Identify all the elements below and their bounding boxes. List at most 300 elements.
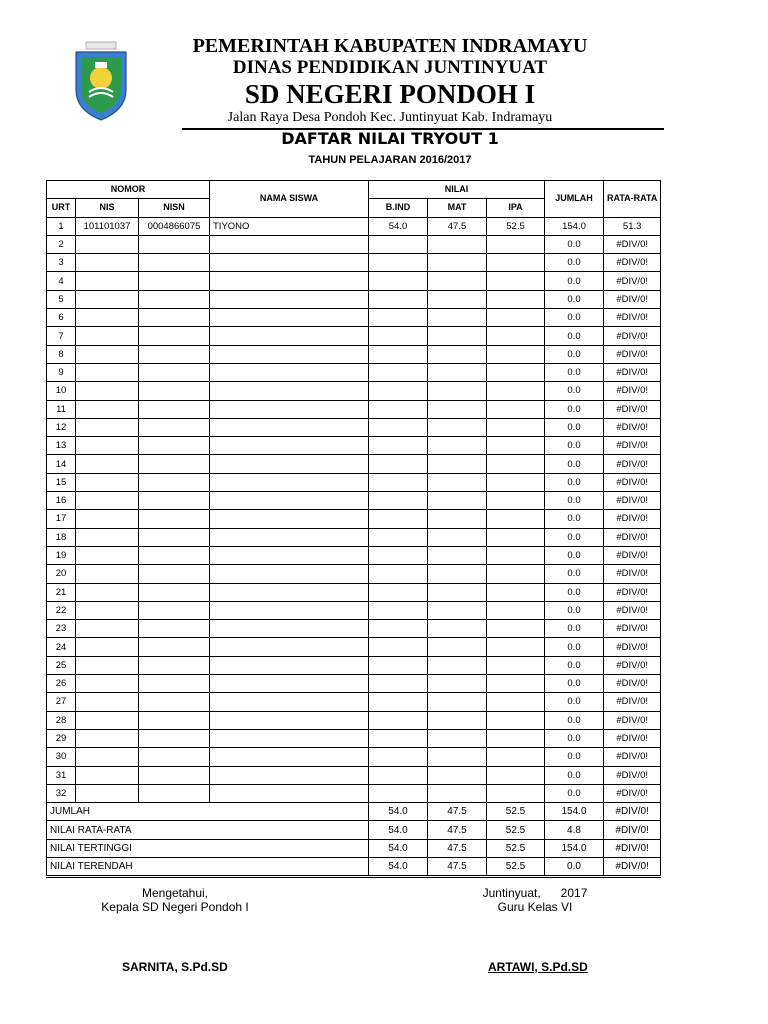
nama-siswa-cell: TIYONO — [210, 217, 369, 235]
jumlah-cell: 0.0 — [545, 601, 604, 619]
summary-mat-cell: 47.5 — [428, 803, 487, 821]
urt-cell: 1 — [47, 217, 76, 235]
bind-cell — [369, 272, 428, 290]
urt-cell: 6 — [47, 309, 76, 327]
nama-siswa-cell — [210, 272, 369, 290]
mat-cell — [428, 565, 487, 583]
rata-rata-cell: #DIV/0! — [604, 528, 661, 546]
rata-rata-cell: #DIV/0! — [604, 363, 661, 381]
summary-mat-cell: 47.5 — [428, 839, 487, 857]
nisn-cell — [139, 510, 210, 528]
mat-cell — [428, 620, 487, 638]
rata-rata-cell: #DIV/0! — [604, 455, 661, 473]
jumlah-cell: 0.0 — [545, 766, 604, 784]
nisn-cell — [139, 766, 210, 784]
jumlah-cell: 0.0 — [545, 290, 604, 308]
nisn-cell — [139, 363, 210, 381]
nis-cell — [76, 309, 139, 327]
summary-label: NILAI TERTINGGI — [47, 839, 369, 857]
rata-rata-cell: #DIV/0! — [604, 693, 661, 711]
mat-cell — [428, 638, 487, 656]
mat-cell — [428, 345, 487, 363]
jumlah-cell: 0.0 — [545, 748, 604, 766]
summary-bind-cell: 54.0 — [369, 821, 428, 839]
urt-cell: 26 — [47, 675, 76, 693]
jumlah-cell: 0.0 — [545, 345, 604, 363]
rata-rata-cell: #DIV/0! — [604, 565, 661, 583]
rata-rata-cell: #DIV/0! — [604, 327, 661, 345]
nisn-cell — [139, 455, 210, 473]
summary-row — [47, 803, 661, 821]
mat-cell: 47.5 — [428, 217, 487, 235]
bind-cell — [369, 784, 428, 802]
ipa-cell — [487, 675, 545, 693]
nis-cell — [76, 272, 139, 290]
urt-cell: 10 — [47, 382, 76, 400]
table-row — [47, 272, 661, 290]
ipa-cell — [487, 309, 545, 327]
ipa-cell — [487, 327, 545, 345]
mat-cell — [428, 656, 487, 674]
urt-cell: 15 — [47, 473, 76, 491]
nisn-cell — [139, 528, 210, 546]
jumlah-cell: 0.0 — [545, 565, 604, 583]
summary-label: JUMLAH — [47, 803, 369, 821]
ipa-cell — [487, 784, 545, 802]
nis-cell — [76, 766, 139, 784]
table-row — [47, 711, 661, 729]
table-row — [47, 601, 661, 619]
nis-cell — [76, 400, 139, 418]
nis-cell — [76, 693, 139, 711]
nama-siswa-cell — [210, 327, 369, 345]
bind-cell — [369, 510, 428, 528]
nis-cell — [76, 437, 139, 455]
ipa-cell — [487, 473, 545, 491]
urt-cell: 25 — [47, 656, 76, 674]
date-block — [470, 886, 600, 914]
nama-siswa-cell — [210, 601, 369, 619]
bind-cell — [369, 473, 428, 491]
nis-cell — [76, 510, 139, 528]
ipa-cell — [487, 363, 545, 381]
nis-cell — [76, 748, 139, 766]
rata-rata-cell: #DIV/0! — [604, 748, 661, 766]
bind-cell — [369, 290, 428, 308]
nis-cell — [76, 565, 139, 583]
place-date: Juntinyuat, 2017 — [482, 886, 588, 900]
bind-cell — [369, 254, 428, 272]
rata-rata-cell: #DIV/0! — [604, 638, 661, 656]
nis-cell — [76, 583, 139, 601]
table-row — [47, 217, 661, 235]
nis-cell — [76, 729, 139, 747]
table-row — [47, 565, 661, 583]
jumlah-cell: 0.0 — [545, 711, 604, 729]
urt-cell: 7 — [47, 327, 76, 345]
urt-cell: 21 — [47, 583, 76, 601]
bind-cell — [369, 418, 428, 436]
summary-jumlah-cell: 154.0 — [545, 839, 604, 857]
ipa-cell — [487, 492, 545, 510]
ipa-cell — [487, 254, 545, 272]
rata-rata-cell: #DIV/0! — [604, 546, 661, 564]
urt-cell: 24 — [47, 638, 76, 656]
bind-cell — [369, 492, 428, 510]
nisn-cell — [139, 437, 210, 455]
nama-siswa-cell — [210, 382, 369, 400]
bind-cell — [369, 345, 428, 363]
rata-rata-cell: #DIV/0! — [604, 254, 661, 272]
nisn-cell — [139, 235, 210, 253]
bind-cell — [369, 601, 428, 619]
rata-rata-cell: #DIV/0! — [604, 510, 661, 528]
ipa-cell — [487, 546, 545, 564]
ipa-cell — [487, 638, 545, 656]
mat-cell — [428, 400, 487, 418]
urt-cell: 14 — [47, 455, 76, 473]
ipa-cell — [487, 235, 545, 253]
nama-siswa-cell — [210, 693, 369, 711]
table-row — [47, 784, 661, 802]
mat-cell — [428, 675, 487, 693]
jumlah-cell: 0.0 — [545, 363, 604, 381]
urt-cell: 9 — [47, 363, 76, 381]
jumlah-cell: 0.0 — [545, 254, 604, 272]
nis-cell — [76, 528, 139, 546]
urt-cell: 5 — [47, 290, 76, 308]
nama-siswa-cell — [210, 235, 369, 253]
bind-cell — [369, 565, 428, 583]
urt-cell: 20 — [47, 565, 76, 583]
mat-cell — [428, 254, 487, 272]
header-nilai: NILAI — [369, 181, 545, 199]
nisn-cell — [139, 473, 210, 491]
table-row — [47, 528, 661, 546]
nama-siswa-cell — [210, 784, 369, 802]
jumlah-cell: 154.0 — [545, 217, 604, 235]
mat-cell — [428, 510, 487, 528]
urt-cell: 17 — [47, 510, 76, 528]
ipa-cell — [487, 437, 545, 455]
nis-cell — [76, 345, 139, 363]
jumlah-cell: 0.0 — [545, 620, 604, 638]
summary-rata-cell: #DIV/0! — [604, 803, 661, 821]
table-row — [47, 437, 661, 455]
nisn-cell — [139, 309, 210, 327]
mat-cell — [428, 290, 487, 308]
nisn-cell — [139, 272, 210, 290]
nis-cell — [76, 254, 139, 272]
table-row — [47, 766, 661, 784]
urt-cell: 28 — [47, 711, 76, 729]
mat-cell — [428, 418, 487, 436]
nis-cell — [76, 546, 139, 564]
nisn-cell — [139, 675, 210, 693]
rata-rata-cell: #DIV/0! — [604, 272, 661, 290]
summary-label: NILAI RATA-RATA — [47, 821, 369, 839]
summary-row — [47, 821, 661, 839]
summary-ipa-cell: 52.5 — [487, 839, 545, 857]
bind-cell — [369, 583, 428, 601]
header-ipa: IPA — [487, 199, 545, 217]
nama-siswa-cell — [210, 565, 369, 583]
nama-siswa-cell — [210, 620, 369, 638]
rata-rata-cell: #DIV/0! — [604, 473, 661, 491]
nisn-cell — [139, 656, 210, 674]
urt-cell: 23 — [47, 620, 76, 638]
jumlah-cell: 0.0 — [545, 327, 604, 345]
table-row — [47, 748, 661, 766]
nama-siswa-cell — [210, 729, 369, 747]
nis-cell — [76, 473, 139, 491]
bind-cell — [369, 528, 428, 546]
nis-cell — [76, 638, 139, 656]
mat-cell — [428, 546, 487, 564]
ipa-cell: 52.5 — [487, 217, 545, 235]
nisn-cell — [139, 693, 210, 711]
table-row — [47, 309, 661, 327]
nama-siswa-cell — [210, 492, 369, 510]
mat-cell — [428, 601, 487, 619]
bind-cell — [369, 400, 428, 418]
mat-cell — [428, 473, 487, 491]
teacher-signature-name: ARTAWI, S.Pd.SD — [488, 960, 588, 974]
nisn-cell — [139, 382, 210, 400]
mat-cell — [428, 309, 487, 327]
jumlah-cell: 0.0 — [545, 528, 604, 546]
mat-cell — [428, 492, 487, 510]
jumlah-cell: 0.0 — [545, 473, 604, 491]
mat-cell — [428, 784, 487, 802]
jumlah-cell: 0.0 — [545, 455, 604, 473]
nis-cell — [76, 290, 139, 308]
rata-rata-cell: #DIV/0! — [604, 437, 661, 455]
table-row — [47, 290, 661, 308]
header-nis: NIS — [76, 199, 139, 217]
summary-rata-cell: #DIV/0! — [604, 821, 661, 839]
ipa-cell — [487, 601, 545, 619]
bind-cell — [369, 693, 428, 711]
urt-cell: 12 — [47, 418, 76, 436]
summary-row — [47, 839, 661, 857]
header-bind: B.IND — [369, 199, 428, 217]
bind-cell — [369, 656, 428, 674]
header-rata-rata: RATA-RATA — [604, 181, 661, 218]
regency-emblem-logo — [72, 40, 130, 122]
summary-mat-cell: 47.5 — [428, 857, 487, 876]
ipa-cell — [487, 345, 545, 363]
mat-cell — [428, 437, 487, 455]
summary-jumlah-cell: 4.8 — [545, 821, 604, 839]
bind-cell — [369, 620, 428, 638]
nama-siswa-cell — [210, 473, 369, 491]
summary-bind-cell: 54.0 — [369, 839, 428, 857]
jumlah-cell: 0.0 — [545, 675, 604, 693]
nama-siswa-cell — [210, 510, 369, 528]
nisn-cell — [139, 711, 210, 729]
nama-siswa-cell — [210, 345, 369, 363]
ipa-cell — [487, 382, 545, 400]
nis-cell: 101101037 — [76, 217, 139, 235]
nama-siswa-cell — [210, 400, 369, 418]
header-nama-siswa: NAMA SISWA — [210, 181, 369, 218]
nis-cell — [76, 382, 139, 400]
grades-table — [46, 180, 661, 878]
mat-cell — [428, 528, 487, 546]
ipa-cell — [487, 583, 545, 601]
jumlah-cell: 0.0 — [545, 583, 604, 601]
nama-siswa-cell — [210, 363, 369, 381]
nisn-cell — [139, 748, 210, 766]
nisn-cell — [139, 784, 210, 802]
summary-mat-cell: 47.5 — [428, 821, 487, 839]
urt-cell: 16 — [47, 492, 76, 510]
table-row — [47, 345, 661, 363]
summary-ipa-cell: 52.5 — [487, 803, 545, 821]
nisn-cell — [139, 638, 210, 656]
jumlah-cell: 0.0 — [545, 309, 604, 327]
urt-cell: 31 — [47, 766, 76, 784]
rata-rata-cell: 51.3 — [604, 217, 661, 235]
nis-cell — [76, 601, 139, 619]
table-row — [47, 620, 661, 638]
header-jumlah: JUMLAH — [545, 181, 604, 218]
ipa-cell — [487, 729, 545, 747]
ipa-cell — [487, 455, 545, 473]
nisn-cell — [139, 620, 210, 638]
jumlah-cell: 0.0 — [545, 235, 604, 253]
ipa-cell — [487, 418, 545, 436]
urt-cell: 30 — [47, 748, 76, 766]
bind-cell — [369, 309, 428, 327]
mat-cell — [428, 382, 487, 400]
nis-cell — [76, 235, 139, 253]
rata-rata-cell: #DIV/0! — [604, 729, 661, 747]
ipa-cell — [487, 748, 545, 766]
jumlah-cell: 0.0 — [545, 382, 604, 400]
header-nisn: NISN — [139, 199, 210, 217]
nis-cell — [76, 492, 139, 510]
bind-cell — [369, 327, 428, 345]
summary-ipa-cell: 52.5 — [487, 857, 545, 876]
summary-jumlah-cell: 154.0 — [545, 803, 604, 821]
ipa-cell — [487, 400, 545, 418]
nama-siswa-cell — [210, 437, 369, 455]
jumlah-cell: 0.0 — [545, 492, 604, 510]
nisn-cell — [139, 583, 210, 601]
rata-rata-cell: #DIV/0! — [604, 601, 661, 619]
urt-cell: 3 — [47, 254, 76, 272]
rata-rata-cell: #DIV/0! — [604, 235, 661, 253]
ipa-cell — [487, 565, 545, 583]
table-row — [47, 510, 661, 528]
urt-cell: 13 — [47, 437, 76, 455]
nisn-cell — [139, 565, 210, 583]
nama-siswa-cell — [210, 254, 369, 272]
nisn-cell — [139, 400, 210, 418]
table-row — [47, 382, 661, 400]
nis-cell — [76, 363, 139, 381]
table-row — [47, 400, 661, 418]
urt-cell: 29 — [47, 729, 76, 747]
approval-block — [90, 886, 260, 914]
mat-cell — [428, 748, 487, 766]
urt-cell: 18 — [47, 528, 76, 546]
summary-bind-cell: 54.0 — [369, 857, 428, 876]
ipa-cell — [487, 510, 545, 528]
table-row — [47, 418, 661, 436]
mat-cell — [428, 327, 487, 345]
mat-cell — [428, 729, 487, 747]
nama-siswa-cell — [210, 656, 369, 674]
summary-rata-cell: #DIV/0! — [604, 839, 661, 857]
approval-label: Mengetahui, — [141, 886, 209, 900]
mat-cell — [428, 693, 487, 711]
nama-siswa-cell — [210, 711, 369, 729]
summary-bind-cell: 54.0 — [369, 803, 428, 821]
nisn-cell — [139, 254, 210, 272]
summary-label: NILAI TERENDAH — [47, 857, 369, 876]
urt-cell: 27 — [47, 693, 76, 711]
urt-cell: 11 — [47, 400, 76, 418]
nisn-cell: 0004866075 — [139, 217, 210, 235]
bind-cell — [369, 675, 428, 693]
jumlah-cell: 0.0 — [545, 272, 604, 290]
rata-rata-cell: #DIV/0! — [604, 400, 661, 418]
nisn-cell — [139, 729, 210, 747]
nama-siswa-cell — [210, 583, 369, 601]
table-row — [47, 492, 661, 510]
nisn-cell — [139, 546, 210, 564]
nama-siswa-cell — [210, 766, 369, 784]
urt-cell: 4 — [47, 272, 76, 290]
table-row — [47, 235, 661, 253]
ipa-cell — [487, 620, 545, 638]
nama-siswa-cell — [210, 418, 369, 436]
nis-cell — [76, 784, 139, 802]
urt-cell: 32 — [47, 784, 76, 802]
jumlah-cell: 0.0 — [545, 437, 604, 455]
rata-rata-cell: #DIV/0! — [604, 675, 661, 693]
table-row — [47, 729, 661, 747]
rata-rata-cell: #DIV/0! — [604, 492, 661, 510]
jumlah-cell: 0.0 — [545, 546, 604, 564]
ipa-cell — [487, 528, 545, 546]
document-subtitle: TAHUN PELAJARAN 2016/2017 — [308, 154, 472, 166]
table-row — [47, 363, 661, 381]
urt-cell: 19 — [47, 546, 76, 564]
nama-siswa-cell — [210, 455, 369, 473]
summary-rows — [47, 803, 661, 877]
table-row — [47, 473, 661, 491]
rata-rata-cell: #DIV/0! — [604, 784, 661, 802]
school-name: SD NEGERI PONDOH I — [244, 79, 536, 109]
bind-cell — [369, 546, 428, 564]
principal-signature-name: SARNITA, S.Pd.SD — [122, 960, 228, 974]
government-heading: PEMERINTAH KABUPATEN INDRAMAYU — [192, 35, 588, 57]
header-mat: MAT — [428, 199, 487, 217]
mat-cell — [428, 363, 487, 381]
student-rows — [47, 217, 661, 803]
rata-rata-cell: #DIV/0! — [604, 711, 661, 729]
jumlah-cell: 0.0 — [545, 693, 604, 711]
bind-cell — [369, 235, 428, 253]
nisn-cell — [139, 492, 210, 510]
rata-rata-cell: #DIV/0! — [604, 620, 661, 638]
nisn-cell — [139, 345, 210, 363]
school-address: Jalan Raya Desa Pondoh Kec. Juntinyuat Kab. Indramayu — [227, 110, 553, 125]
